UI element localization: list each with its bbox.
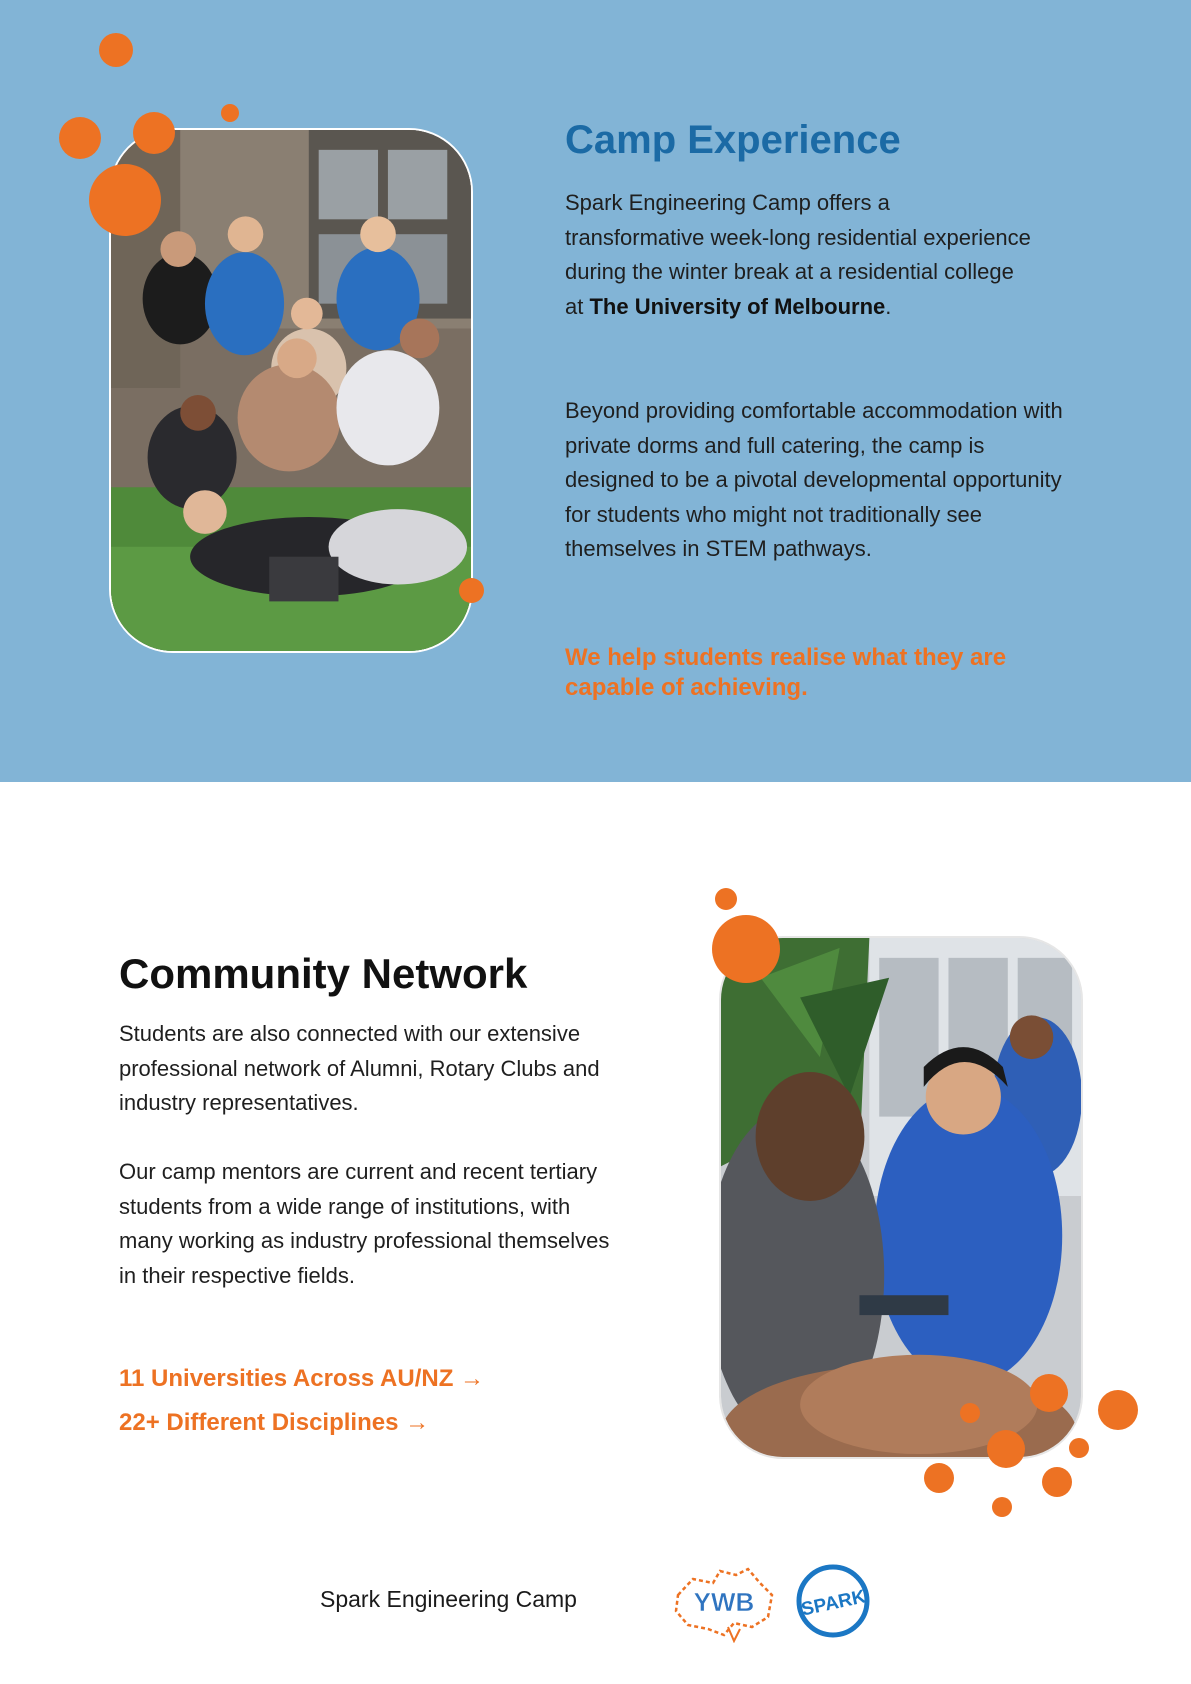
decor-dot (1030, 1374, 1068, 1412)
camp-university-name: The University of Melbourne (589, 293, 886, 319)
decor-dot (221, 104, 239, 122)
stat-universities-link[interactable]: 11 Universities Across AU/NZ → (119, 1365, 485, 1392)
decor-dot (459, 578, 484, 603)
ywb-logo-icon (668, 1565, 781, 1643)
mentor-discussion-photo (719, 936, 1083, 1459)
camp-group-photo (109, 128, 473, 653)
ywb-logo-text: YWB (693, 1587, 755, 1617)
decor-dot (89, 164, 161, 236)
decor-dot (1098, 1390, 1138, 1430)
decor-dot (715, 888, 737, 910)
ywb-logo (668, 1565, 781, 1643)
camp-experience-section (0, 0, 1191, 782)
decor-dot (924, 1463, 954, 1493)
stat-disciplines-link[interactable]: 22+ Different Disciplines → (119, 1409, 430, 1436)
decor-dot (133, 112, 175, 154)
decor-dot (987, 1430, 1025, 1468)
camp-paragraph-2: Beyond providing comfortable accommodation with private dorms and full catering, the camp is designed to be a pivotal developmental opportunity for students who might not traditionally see themselves in STEM pathways. (565, 398, 1063, 561)
camp-paragraph-1-text: Spark Engineering Camp offers a transformative week-long residential experience during the winter break at a residential college at (565, 190, 1031, 319)
decor-dot (99, 33, 133, 67)
camp-paragraph-1 (565, 186, 1035, 324)
decor-dot (712, 915, 780, 983)
camp-paragraph-1-end: . (885, 293, 892, 319)
community-network-heading: Community Network (119, 950, 528, 997)
decor-dot (992, 1497, 1012, 1517)
spark-logo-text: SPARK (799, 1586, 868, 1621)
decor-dot (59, 117, 101, 159)
camp-group-photo-image (111, 130, 471, 651)
community-paragraph-1: Students are also connected with our extensive professional network of Alumni, Rotary Clubs and industry representatives. (119, 1021, 600, 1115)
camp-tagline: We help students realise what they are capable of achieving. (565, 644, 1007, 701)
mentor-discussion-photo-image (721, 938, 1081, 1457)
community-paragraph-2: Our camp mentors are current and recent tertiary students from a wide range of institutions, with many working as industry professional themselves in their respective fields. (119, 1159, 610, 1288)
footer-camp-name: Spark Engineering Camp (320, 1586, 577, 1612)
decor-dot (960, 1403, 980, 1423)
camp-experience-heading: Camp Experience (565, 118, 901, 162)
decor-dot (1042, 1467, 1072, 1497)
decor-dot (1069, 1438, 1089, 1458)
spark-logo (795, 1563, 871, 1639)
spark-logo-icon (795, 1563, 871, 1639)
